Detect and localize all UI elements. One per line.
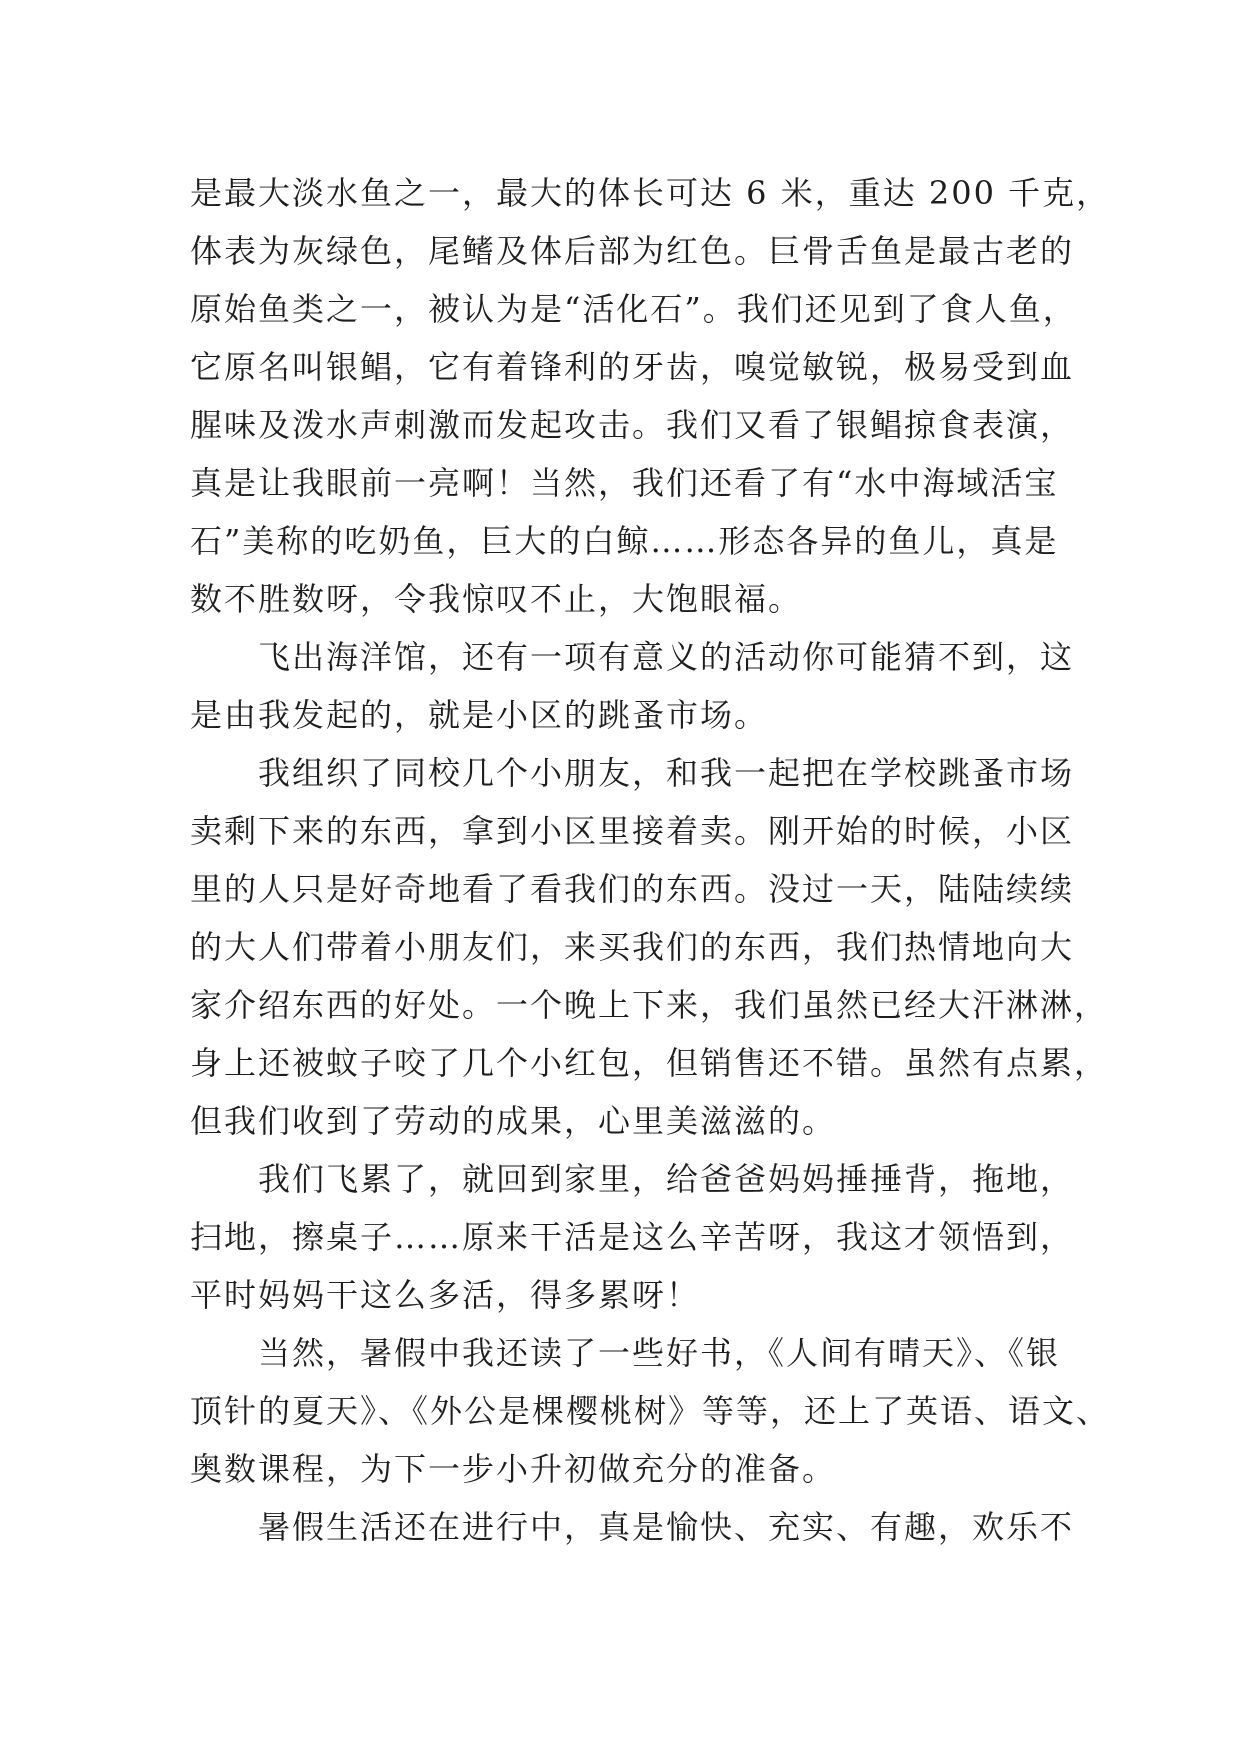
- paragraph-start-line: 我组织了同校几个小朋友，和我一起把在学校跳蚤市场: [258, 754, 1075, 792]
- text-line: 是最大淡水鱼之一，最大的体长可达 6 米，重达 200 千克，: [190, 174, 1111, 212]
- text-line: 家介绍东西的好处。一个晚上下来，我们虽然已经大汗淋淋，: [190, 986, 1109, 1024]
- paragraph-start-line: 飞出海洋馆，还有一项有意义的活动你可能猜不到，这: [258, 638, 1075, 676]
- text-line: 身上还被蚊子咬了几个小红包，但销售还不错。虽然有点累，: [190, 1044, 1109, 1082]
- document-body: [190, 164, 1111, 1556]
- text-line: 扫地，擦桌子……原来干活是这么辛苦呀，我这才领悟到，: [190, 1218, 1075, 1256]
- text-line: 数不胜数呀，令我惊叹不止，大饱眼福。: [190, 580, 803, 618]
- text-line: 卖剩下来的东西，拿到小区里接着卖。刚开始的时候，小区: [190, 812, 1075, 850]
- text-line: 里的人只是好奇地看了看我们的东西。没过一天，陆陆续续: [190, 870, 1075, 908]
- text-line: 但我们收到了劳动的成果，心里美滋滋的。: [190, 1102, 837, 1140]
- text-line: 奥数课程，为下一步小升初做充分的准备。: [190, 1450, 837, 1488]
- paragraph-start-line: 暑假生活还在进行中，真是愉快、充实、有趣，欢乐不: [258, 1508, 1075, 1546]
- paragraph-start-line: 我们飞累了，就回到家里，给爸爸妈妈捶捶背，拖地，: [258, 1160, 1075, 1198]
- text-line: 是由我发起的，就是小区的跳蚤市场。: [190, 696, 769, 734]
- text-line: 原始鱼类之一，被认为是“活化石”。我们还见到了食人鱼，: [190, 290, 1077, 328]
- text-line: 平时妈妈干这么多活，得多累呀！: [190, 1276, 701, 1314]
- text-line: 它原名叫银鲳，它有着锋利的牙齿，嗅觉敏锐，极易受到血: [190, 348, 1075, 386]
- text-line: 真是让我眼前一亮啊！当然，我们还看了有“水中海域活宝: [190, 464, 1059, 502]
- text-line: 的大人们带着小朋友们，来买我们的东西，我们热情地向大: [190, 928, 1075, 966]
- text-line: 体表为灰绿色，尾鳍及体后部为红色。巨骨舌鱼是最古老的: [190, 232, 1075, 270]
- text-line: 顶针的夏天》、《外公是棵樱桃树》等等，还上了英语、语文、: [190, 1392, 1111, 1430]
- paragraph-start-line: 当然，暑假中我还读了一些好书，《人间有晴天》、《银: [258, 1334, 1061, 1372]
- text-line: 腥味及泼水声刺激而发起攻击。我们又看了银鲳掠食表演，: [190, 406, 1075, 444]
- text-line: 石”美称的吃奶鱼，巨大的白鲸……形态各异的鱼儿，真是: [190, 522, 1059, 560]
